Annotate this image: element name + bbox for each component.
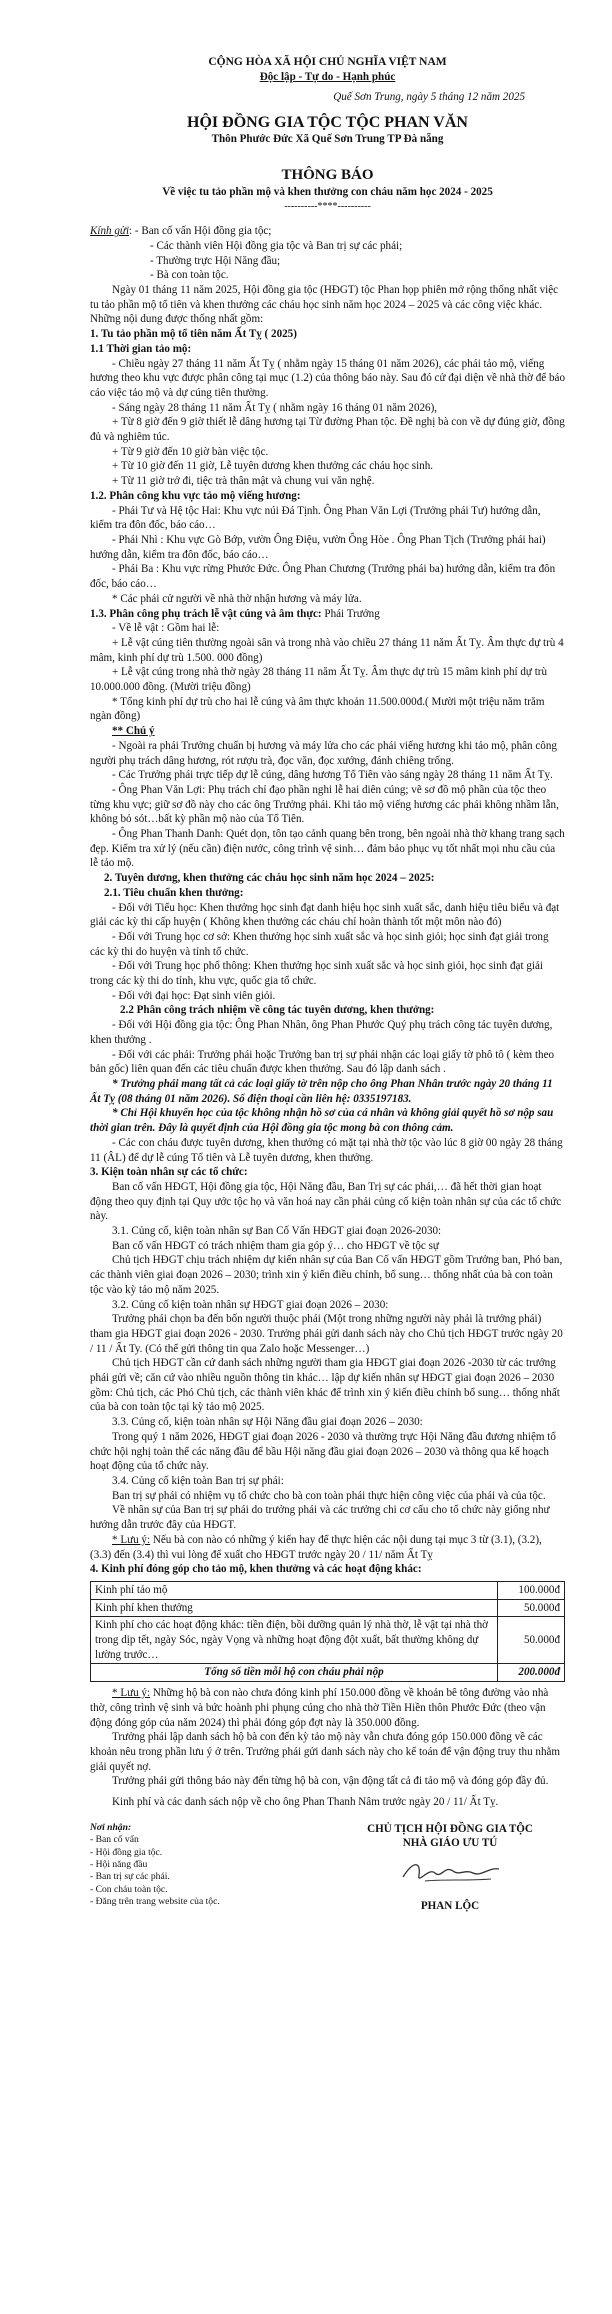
section-1-title: 1. Tu tảo phần mộ tổ tiên năm Ất Tỵ ( 2025) [90, 328, 297, 341]
fee-table [90, 1581, 565, 1682]
recipient-line: - Các thành viên Hội đồng gia tộc và Ban trị sự các phái; [150, 239, 403, 252]
paragraph: - Ông Phan Thanh Danh: Quét dọn, tôn tạo cảnh quang bên trong, bên ngoài nhà thờ khang trang sạch đẹp. Kiểm tra xử lý (nếu cần) điện nước, công trình vệ sinh… đảm bảo phục vụ tốt nhất mọi nhu cầu của lễ tảo mộ. [90, 828, 565, 870]
paragraph: - Phái Ba : Khu vực rừng Phước Đức. Ông Phan Chương (Trưởng phái ba) hướng dẫn, kiểm tra đôn đốc, báo cáo… [90, 563, 556, 591]
paragraph: Trong quý 1 năm 2026, HĐGT giai đoạn 2026 - 2030 và thường trực Hội Năng đầu đương nhiệm tổ chức hội nghị toàn thể các năng đầu để bầu Hội năng đầu giai đoạn 2026 – 2030 và thông qua kế hoạch hoạt động của tổ chức này. [90, 1430, 556, 1473]
section-2-1-title: 2.1. Tiêu chuẩn khen thưởng: [104, 886, 244, 899]
paragraph: + Lễ vật cúng tiên thường ngoài sân và trong nhà vào chiều 27 tháng 11 năm Ất Tỵ. Âm thực dự trù 4 mâm, kinh phí dự trù 1.500. 000 đồng) [90, 636, 564, 664]
distribution-label: Nơi nhận: [90, 1821, 132, 1833]
table-row [91, 1617, 565, 1664]
paragraph: Kinh phí và các danh sách nộp về cho ông Phan Thanh Nâm trước ngày 20 / 11/ Ất Tỵ. [112, 1796, 499, 1809]
distribution-item: - Hội năng đầu [90, 1858, 148, 1870]
distribution-item: - Ban cố vấn [90, 1834, 139, 1846]
recipient-line: : - Ban cố vấn Hội đồng gia tộc; [129, 225, 272, 238]
signer-title: CHỦ TỊCH HỘI ĐỒNG GIA TỘC [367, 1822, 533, 1835]
paragraph: Chủ tịch HĐGT cần cứ danh sách những người tham gia HĐGT giai đoạn 2026 -2030 từ các trưởng phái gửi về; căn cứ vào nhiều nguồn thông tin khác… lập dự kiến nhân sự HĐGT giai đoạn 2026 – 2030 gồm: Chủ tịch, các Phó Chủ tịch, các thành viên khác để trình xin ý kiến điều chỉnh bổ sung… thống nhất của bà con toàn tộc tại kỳ tảo mộ 2025. [90, 1357, 560, 1414]
recipients-block [90, 224, 565, 283]
paragraph: Chủ tịch HĐGT chịu trách nhiệm dự kiến nhân sự của Ban Cố vấn HĐGT gồm Trưởng ban, Phó ban, các thành viên giai đoạn 2026 – 2030; trình xin ý kiến điều chỉnh, bổ sung… thống nhất của bà con toàn tộc vào kỳ tảo mộ năm 2025. [90, 1254, 563, 1296]
paragraph: + Từ 8 giờ đến 9 giờ thiết lễ dâng hương tại Từ đường Phan tộc. Đề nghị bà con về dự đúng giờ, đồng đủ và nghiêm túc. [90, 416, 565, 444]
section-3-1-title: 3.1. Củng cố, kiện toàn nhân sự Ban Cố Vấn HĐGT giai đoạn 2026-2030: [112, 1225, 442, 1238]
fee-label: Kinh phí cho các hoạt động khác: tiền điện, bồi dưỡng quản lý nhà thờ, lễ vật tại nhà thờ trong dịp tết, ngày Sóc, ngày Vọng và những hoạt động đột xuất, bất thường không dự lường trước… [91, 1617, 498, 1664]
paragraph: Trưởng phái chọn ba đến bốn người thuộc phái (Một trong những người này phải là trưởng phái) tham gia HĐGT giai đoạn 2026 - 2030. Trưởng phái gửi danh sách này cho Chủ tịch HĐGT trước ngày 20 / 11 / Ất Ty. (Có thể gửi thông tin qua Zalo hoặc Messenger…) [90, 1313, 563, 1355]
national-motto: Độc lập - Tự do - Hạnh phúc [259, 70, 396, 83]
paragraph: * Tổng kinh phí dự trù cho hai lễ cúng và âm thực khoản 11.500.000đ.( Mười một triệu năm trăm ngàn đồng) [90, 695, 545, 723]
paragraph: - Ông Phan Văn Lợi: Phụ trách chỉ đạo phần nghi lễ hai diên cúng; vẽ sơ đồ mộ phần của tộc theo từng khu vực; giữ sơ đồ này cho các ông Trưởng phái. Khi tảo mộ viếng hương các phái không nhầm lẫn, không bỏ sót…bất kỳ phần mộ nào của Tổ Tiên. [90, 783, 559, 826]
paragraph: Về nhân sự của Ban trị sự phái do trưởng phái và các trưởng chi cơ cấu cho tổ chức này giống như hướng dẫn trước đây của HĐGT. [90, 1504, 550, 1532]
fee-amount: 50.000đ [498, 1617, 565, 1664]
national-header [90, 55, 565, 84]
note-label: * Lưu ý: [112, 1687, 151, 1700]
table-row [91, 1599, 565, 1617]
paragraph: - Đối với các phái: Trưởng phái hoặc Trưởng ban trị sự phái nhận các loại giấy tờ phô tô ( kèm theo bản gốc) liên quan đến các tiêu chuẩn được khen thưởng. Sau đó lập danh sách . [90, 1048, 555, 1076]
document-subject: Về việc tu tảo phần mộ và khen thưởng con cháu năm học 2024 - 2025 [162, 185, 493, 198]
total-amount: 200.000đ [498, 1664, 565, 1682]
council-title: HỘI ĐỒNG GIA TỘC TỘC PHAN VĂN [187, 114, 468, 132]
paragraph: - Các Trưởng phái trực tiếp dự lễ cúng, dâng hương Tổ Tiên vào sáng ngày 28 tháng 11 năm Ất Tỵ. [112, 769, 553, 782]
distribution-item: - Đăng trên trang website của tộc. [90, 1896, 220, 1908]
paragraph: + Lễ vật cúng trong nhà thờ ngày 28 tháng 11 năm Ất Tỵ. Âm thực dự trù 15 mâm kinh phí dự trù 10.000.000 đồng. (Mười triệu đồng) [90, 666, 548, 694]
note-label: * Lưu ý: [112, 1533, 151, 1546]
fee-amount: 50.000đ [498, 1599, 565, 1617]
paragraph: - Đối với Trung học phổ thông: Khen thưởng học sinh xuất sắc và học sinh giỏi, học sinh đạt giải trong các kỳ thi do tỉnh, khu vực, quốc gia tổ chức. [90, 960, 543, 988]
separator-stars: ----------****---------- [284, 200, 371, 212]
section-1-3-assignee: Phái Trưởng [321, 607, 380, 620]
paragraph: + Từ 10 giờ đến 11 giờ, Lễ tuyên dương khen thưởng các cháu học sinh. [112, 460, 434, 473]
paragraph: - Đối với đại học: Đạt sinh viên giỏi. [112, 989, 276, 1002]
council-location: Thôn Phước Đức Xã Quế Sơn Trung TP Đà nẵng [211, 133, 444, 146]
total-label: Tổng số tiền mỗi hộ con cháu phải nộp [91, 1664, 498, 1682]
recipient-line: - Bà con toàn tộc. [150, 269, 229, 282]
paragraph: Ban cố vấn HĐGT, Hội đồng gia tộc, Hội Năng đầu, Ban Trị sự các phái,… đã hết thời gian hoạt động theo quy định tại Quy ước tộc họ và văn hoá nay cần phải củng cố kiện toàn nhân sự của các tổ chức này. [90, 1180, 562, 1223]
paragraph: - Chiều ngày 27 tháng 11 năm Ất Tỵ ( nhằm ngày 15 tháng 01 năm 2026), các phái tảo mộ, viếng hương theo khu vực được phân công tại mục (1.2) của thông báo này. Sau đó cử đại diện về nhà thờ để báo cáo việc tảo mộ và dự cúng tiên thường. [90, 357, 566, 399]
section-2-2-title: 2.2 Phân công trách nhiệm về công tác tuyên dương, khen thưởng: [120, 1004, 435, 1017]
note-text: Những hộ bà con nào chưa đóng kinh phí 150.000 đồng về khoản bê tông đường vào nhà thờ, công trình vệ sinh và bức hoành phi phụng cúng cho nhà thờ Tiền Hiền thôn Phước Đức (theo vận động đóng góp của năm 2024) thì phải đóng góp đợt này là 350.000 đồng. [90, 1687, 549, 1729]
paragraph: - Phái Nhì : Khu vực Gò Bớp, vườn Ông Điệu, vườn Ông Hòe . Ông Phan Tịch (Trưởng phái hai) hướng dẫn, kiểm tra đôn đốc, báo cáo… [90, 533, 546, 561]
paragraph: - Các con cháu được tuyên dương, khen thưởng có mặt tại nhà thờ tộc vào lúc 8 giờ 00 ngày 28 tháng 11 (ÂL) để dự lễ cúng Tổ tiên và Lễ tuyên dương, khen thưởng. [90, 1136, 563, 1164]
paragraph: - Phái Tư và Hệ tộc Hai: Khu vực núi Đá Tịnh. Ông Phan Văn Lợi (Trưởng phái Tư) hướng dẫn, kiểm tra đôn đốc, báo cáo… [90, 504, 541, 532]
paragraph: Trưởng phái lập danh sách hộ bà con đến kỳ tảo mộ này vẫn chưa đóng góp 150.000 đồng về các khoản nêu trong phần lưu ý ở trên. Trưởng phái gửi danh sách này cho kế toán để vận động truy thu nhằm giải quyết nợ. [90, 1731, 561, 1773]
paragraph: - Đối với Trung học cơ sở: Khen thưởng học sinh xuất sắc và học sinh giỏi; học sinh đạt giải trong các kỳ thi do huyện và tỉnh tổ chức. [90, 930, 549, 958]
section-1-2-title: 1.2. Phân công khu vực tảo mộ viếng hương: [90, 489, 301, 502]
fee-amount: 100.000đ [498, 1581, 565, 1599]
signature-icon [395, 1855, 505, 1889]
signer-name: PHAN LỘC [420, 1900, 480, 1913]
paragraph: - Về lễ vật : Gồm hai lễ: [112, 622, 220, 635]
fee-label: Kinh phí tảo mộ [91, 1581, 498, 1599]
section-3-2-title: 3.2. Củng cố kiện toàn nhân sự HĐGT giai đoạn 2026 – 2030: [112, 1298, 389, 1311]
signer-subtitle: NHÀ GIÁO ƯU TÚ [402, 1837, 498, 1850]
distribution-item: - Hội đồng gia tộc. [90, 1846, 163, 1858]
signature-section [90, 1822, 565, 1914]
signer-block [335, 1822, 565, 1914]
intro-paragraph: Ngày 01 tháng 11 năm 2025, Hội đồng gia tộc (HĐGT) tộc Phan họp phiên mở rộng thống nhất việc tu tảo phần mộ tổ tiên và khen thưởng các cháu học sinh năm học 2024 – 2025 và các công việc khác. Những nội dung được thống nhất gồm: [90, 284, 559, 326]
recipients-label: Kính gửi [90, 225, 130, 238]
note-label: ** Chú ý [112, 725, 155, 738]
section-4-title: 4. Kinh phí đóng góp cho tảo mộ, khen thưởng và các hoạt động khác: [90, 1563, 422, 1576]
fee-label: Kinh phí khen thưởng [91, 1599, 498, 1617]
recipient-line: - Thường trực Hội Năng đầu; [150, 254, 281, 267]
section-2-title: 2. Tuyên dương, khen thưởng các cháu học sinh năm học 2024 – 2025: [104, 872, 435, 885]
distribution-item: - Ban trị sự các phái. [90, 1871, 170, 1883]
section-3-4-title: 3.4. Củng cố kiện toàn Ban trị sự phái: [112, 1474, 284, 1487]
table-total-row [91, 1664, 565, 1682]
paragraph: - Sáng ngày 28 tháng 11 năm Ất Tỵ ( nhằm ngày 16 tháng 01 năm 2026), [112, 401, 438, 414]
distribution-list [90, 1822, 270, 1914]
paragraph: - Đối với Tiểu học: Khen thưởng học sinh đạt danh hiệu học sinh xuất sắc, danh hiệu tiêu biểu và đạt giải các kỳ thi cấp huyện ( Không khen thưởng các cháu chỉ hoàn thành tốt một môn nào đó) [90, 901, 560, 929]
paragraph: + Từ 11 giờ trở đi, tiệc trà thân mật và chung vui văn nghệ. [112, 475, 375, 488]
issue-date: Quế Sơn Trung, ngày 5 tháng 12 năm 2025 [333, 91, 525, 104]
distribution-item: - Con cháu toàn tộc. [90, 1883, 168, 1895]
nation-title: CỘNG HÒA XÃ HỘI CHỦ NGHĨA VIỆT NAM [208, 56, 447, 68]
table-row [91, 1581, 565, 1599]
document-type: THÔNG BÁO [281, 166, 374, 183]
paragraph: Trưởng phái gửi thông báo này đến từng hộ bà con, vận động tất cả đi tảo mộ và đóng góp đầy đủ. [112, 1775, 549, 1788]
paragraph: - Đối với Hội đồng gia tộc: Ông Phan Nhân, ông Phan Phước Quý phụ trách công tác tuyên dương, khen thưởng . [90, 1019, 553, 1046]
paragraph: - Ngoài ra phái Trưởng chuẩn bị hương và máy lửa cho các phái viếng hương khi tảo mộ, phân công người phụ trách dâng hương, rót rượu trà, đọc văn, đọc xướng, đánh chiêng trống. [90, 739, 557, 767]
paragraph: Ban trị sự phái có nhiệm vụ tổ chức cho bà con toàn phái thực hiện công việc của phái và của tộc. [112, 1489, 546, 1502]
section-3-title: 3. Kiện toàn nhân sự các tổ chức: [90, 1166, 248, 1179]
policy-note: * Chỉ Hội khuyến học của tộc không nhận hồ sơ của cá nhân và không giải quyết hồ sơ nộp sau thời gian trên. Đây là quyết định của Hội đồng gia tộc mong bà con thông cảm. [90, 1107, 554, 1135]
section-1-1-title: 1.1 Thời gian tảo mộ: [90, 342, 192, 355]
deadline-note: * Trưởng phái mang tất cả các loại giấy tờ trên nộp cho ông Phan Nhân trước ngày 20 tháng 11 Ất Tỵ (08 tháng 01 năm 2026). Số điện thoại cần liên hệ: 0335197183. [90, 1078, 553, 1105]
note-text: Nếu bà con nào có những ý kiến hay để thực hiện các nội dung tại mục 3 từ (3.1), (3.2), (3.3) đến (3.4) thì vui lòng để xuất cho HĐGT trước ngày 20 / 11/ năm Ất Tỵ [90, 1533, 542, 1561]
paragraph: * Các phái cử người về nhà thờ nhận hương và máy lửa. [112, 592, 362, 605]
section-1-3-title: 1.3. Phân công phụ trách lễ vật cúng và âm thực: [90, 607, 322, 620]
paragraph: + Từ 9 giờ đến 10 giờ bàn việc tộc. [112, 445, 269, 458]
section-3-3-title: 3.3. Củng cố, kiện toàn nhân sự Hội Năng đầu giai đoạn 2026 – 2030: [112, 1416, 423, 1429]
paragraph: Ban cố vấn HĐGT có trách nhiệm tham gia góp ý… cho HĐGT về tộc sự [112, 1239, 439, 1252]
